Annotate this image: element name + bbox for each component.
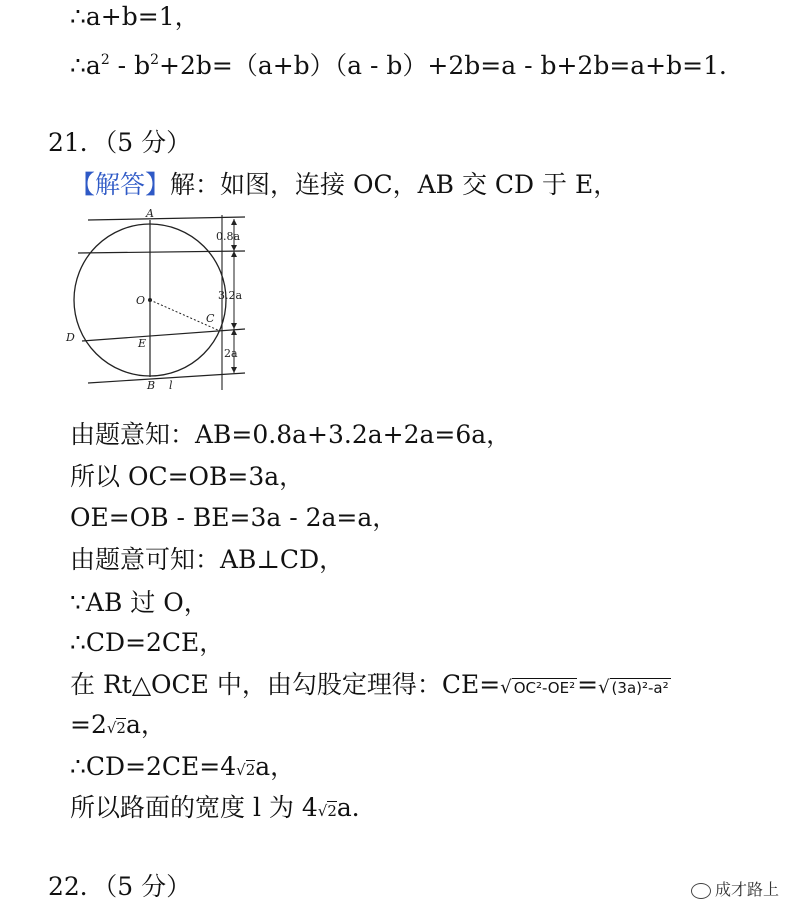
line-cd <box>82 329 245 341</box>
label-l: l <box>169 379 173 392</box>
step-text: 所以路面的宽度 l 为 4 <box>70 793 318 822</box>
expr-part: - b <box>109 51 151 80</box>
sqrt-sign: √ <box>236 761 246 779</box>
radicand: 2 <box>116 719 126 737</box>
wechat-icon <box>691 883 711 899</box>
arrow <box>231 367 237 373</box>
exponent: 2 <box>150 52 160 68</box>
line-conclusion-1: ∴a+b=1， <box>70 2 200 31</box>
answer-intro <box>70 170 618 200</box>
arrow <box>231 245 237 251</box>
expr-part: +2b=（a+b）（a - b）+2b=a - b+2b=a+b=1． <box>159 51 744 80</box>
watermark <box>691 877 779 900</box>
geometry-diagram <box>60 205 270 405</box>
arrow <box>231 251 237 257</box>
answer-tag: 【解答】 <box>70 170 171 199</box>
step-text: a． <box>336 793 377 822</box>
step-text: 在 Rt△OCE 中，由勾股定理得：CE= <box>70 670 501 699</box>
label-o: O <box>136 294 146 307</box>
label-e: E <box>138 337 147 350</box>
solution-step-4: 由题意可知：AB⊥CD， <box>70 545 345 574</box>
dim-32a: 3.2a <box>218 289 243 302</box>
step-text: a， <box>255 752 296 781</box>
dim-2a: 2a <box>224 347 238 360</box>
radicand: OC²-OE² <box>513 679 576 697</box>
step-text: a， <box>125 710 166 739</box>
question-21-heading: 21．（5 分） <box>48 128 192 157</box>
radicand: 2 <box>327 802 337 820</box>
label-d: D <box>66 331 75 344</box>
solution-step-8 <box>70 710 166 743</box>
solution-step-7 <box>70 670 671 703</box>
watermark-text: 成才路上 <box>714 880 779 899</box>
label-a: A <box>146 207 154 220</box>
sqrt-sign: √ <box>598 677 610 698</box>
label-b: B <box>147 379 156 392</box>
label-c: C <box>206 312 215 325</box>
solution-step-2: 所以 OC=OB=3a， <box>70 462 305 491</box>
question-22-heading: 22．（5 分） <box>48 872 192 901</box>
sqrt-sign: √ <box>106 719 117 737</box>
solution-step-5: ∵AB 过 O， <box>70 588 209 617</box>
solution-step-3: OE=OB - BE=3a - 2a=a， <box>70 503 398 532</box>
step-text: ∴CD=2CE=4 <box>70 752 237 781</box>
radicand: (3a)²-a² <box>611 679 669 697</box>
exponent: 2 <box>100 52 110 68</box>
line-08a <box>78 251 245 253</box>
step-text: =2 <box>70 710 107 739</box>
radicand: 2 <box>245 761 256 779</box>
solution-step-1: 由题意知：AB=0.8a+3.2a+2a=6a， <box>70 420 512 449</box>
point-o <box>148 298 152 302</box>
sqrt-sign: √ <box>500 677 512 698</box>
arrow <box>231 323 237 329</box>
answer-text: 解：如图，连接 OC，AB 交 CD 于 E， <box>170 170 619 199</box>
line-conclusion-2 <box>70 45 744 81</box>
expr-part: ∴a <box>70 51 101 80</box>
solution-step-9 <box>70 752 295 785</box>
dim-08a: 0.8a <box>216 230 241 243</box>
arrow <box>231 219 237 225</box>
equals: = <box>577 670 599 699</box>
solution-step-10 <box>70 793 377 826</box>
sqrt-sign: √ <box>317 802 328 820</box>
solution-step-6: ∴CD=2CE， <box>70 628 225 657</box>
